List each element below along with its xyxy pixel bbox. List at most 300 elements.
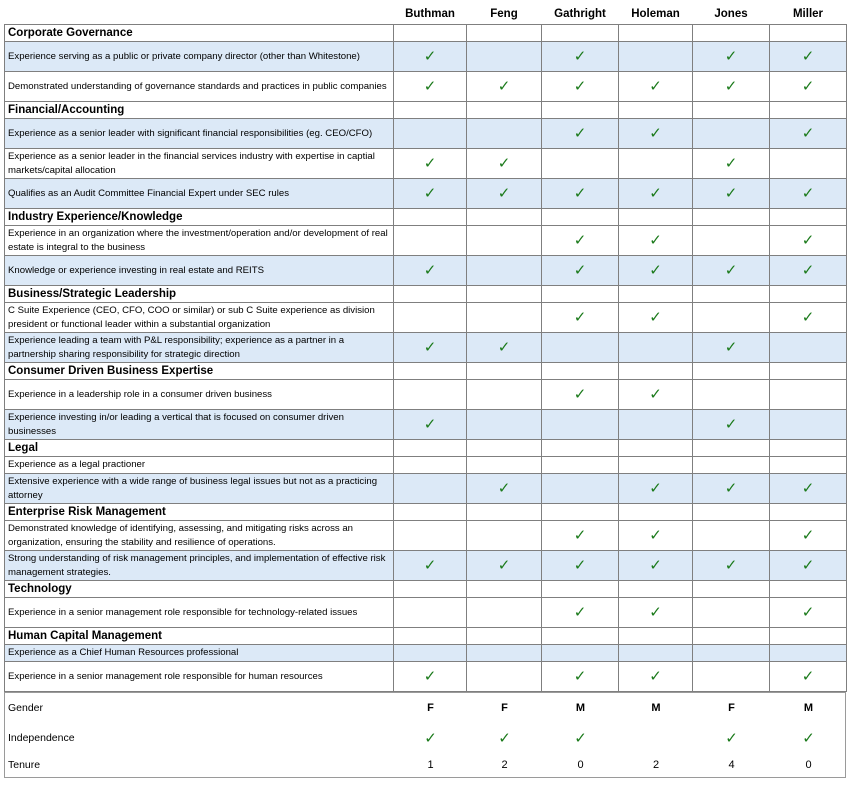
category-row (5, 25, 847, 42)
checkmark-icon: ✓ (573, 555, 587, 574)
skills-matrix-table (4, 4, 847, 692)
skill-cell (394, 474, 467, 504)
category-cell (770, 504, 847, 521)
checkmark-icon: ✓ (497, 76, 511, 95)
skill-cell (542, 662, 619, 692)
category-cell (394, 504, 467, 521)
skill-cell (770, 149, 847, 179)
checkmark-icon: ✓ (423, 76, 437, 95)
director-header: Feng (467, 4, 542, 25)
category-cell (467, 209, 542, 226)
checkmark-icon: ✓ (423, 183, 437, 202)
criterion-text: Qualifies as an Audit Committee Financial Expert under SEC rules (5, 179, 394, 209)
skill-cell (467, 179, 542, 209)
skill-cell (467, 333, 542, 363)
checkmark-icon: ✓ (801, 525, 815, 544)
skill-cell (394, 521, 467, 551)
criterion-text: Experience as a legal practioner (5, 457, 394, 474)
skill-cell (619, 333, 693, 363)
checkmark-icon: ✓ (497, 478, 511, 497)
skill-cell (693, 42, 770, 72)
skill-cell (770, 662, 847, 692)
category-cell (770, 363, 847, 380)
criterion-row (5, 410, 847, 440)
skill-cell (542, 551, 619, 581)
skill-cell (467, 410, 542, 440)
skill-cell (693, 303, 770, 333)
board-summary-table (5, 693, 847, 777)
checkmark-icon: ✓ (423, 555, 437, 574)
checkmark-icon: ✓ (423, 337, 437, 356)
checkmark-icon: ✓ (649, 478, 662, 497)
tenure-row (5, 753, 847, 777)
criterion-text: Demonstrated understanding of governance standards and practices in public companies (5, 72, 394, 102)
checkmark-icon: ✓ (801, 666, 815, 685)
skill-cell (394, 598, 467, 628)
director-header: Buthman (394, 4, 467, 25)
category-cell (467, 440, 542, 457)
criterion-text: C Suite Experience (CEO, CFO, COO or similar) or sub C Suite experience as division president or functional leader within a substantial organization (5, 303, 394, 333)
skill-cell (693, 256, 770, 286)
criterion-row (5, 521, 847, 551)
criterion-text: Experience as a Chief Human Resources professional (5, 645, 394, 662)
independence-cell (542, 723, 619, 753)
checkmark-icon: ✓ (424, 728, 437, 747)
criterion-text: Experience in a senior management role responsible for technology-related issues (5, 598, 394, 628)
skill-cell (394, 119, 467, 149)
category-cell (770, 581, 847, 598)
skill-cell (619, 42, 693, 72)
criterion-row (5, 474, 847, 504)
checkmark-icon: ✓ (724, 414, 738, 433)
checkmark-icon: ✓ (649, 76, 662, 95)
criterion-row (5, 149, 847, 179)
checkmark-icon: ✓ (724, 555, 738, 574)
skill-cell (467, 474, 542, 504)
criterion-row (5, 662, 847, 692)
criterion-row (5, 256, 847, 286)
skill-cell (467, 551, 542, 581)
category-cell (542, 286, 619, 303)
board-summary (4, 692, 846, 778)
skill-cell (770, 226, 847, 256)
skill-cell (619, 179, 693, 209)
checkmark-icon: ✓ (573, 46, 587, 65)
tenure-value: 1 (427, 759, 434, 771)
skill-cell (467, 457, 542, 474)
skill-cell (693, 662, 770, 692)
category-cell (693, 25, 770, 42)
skill-cell (619, 256, 693, 286)
skill-cell (619, 457, 693, 474)
checkmark-icon: ✓ (498, 728, 511, 747)
checkmark-icon: ✓ (423, 260, 437, 279)
skill-cell (770, 457, 847, 474)
skill-cell (693, 521, 770, 551)
criterion-row (5, 119, 847, 149)
category-cell (770, 628, 847, 645)
skill-cell (693, 380, 770, 410)
skill-cell (693, 149, 770, 179)
checkmark-icon: ✓ (724, 183, 738, 202)
category-cell (542, 504, 619, 521)
skill-cell (394, 256, 467, 286)
skill-cell (542, 226, 619, 256)
skill-cell (394, 72, 467, 102)
category-row (5, 628, 847, 645)
skill-cell (770, 380, 847, 410)
skill-cell (542, 457, 619, 474)
category-cell (542, 25, 619, 42)
checkmark-icon: ✓ (573, 525, 587, 544)
criterion-text: Experience in an organization where the investment/operation and/or development of real estate is integral to the business (5, 226, 394, 256)
checkmark-icon: ✓ (649, 525, 662, 544)
category-cell (467, 504, 542, 521)
skill-cell (394, 410, 467, 440)
director-header: Gathright (542, 4, 619, 25)
criterion-row (5, 551, 847, 581)
skill-cell (467, 226, 542, 256)
criterion-row (5, 333, 847, 363)
checkmark-icon: ✓ (574, 728, 587, 747)
checkmark-icon: ✓ (724, 260, 738, 279)
skill-cell (770, 119, 847, 149)
checkmark-icon: ✓ (801, 602, 815, 621)
checkmark-icon: ✓ (724, 337, 738, 356)
gender-value: F (501, 702, 508, 714)
category-cell (394, 363, 467, 380)
criterion-text: Experience in a senior management role responsible for human resources (5, 662, 394, 692)
skill-cell (467, 72, 542, 102)
skill-cell (542, 333, 619, 363)
category-label: Technology (5, 581, 394, 598)
category-cell (619, 504, 693, 521)
category-label: Financial/Accounting (5, 102, 394, 119)
category-cell (542, 440, 619, 457)
skill-cell (394, 551, 467, 581)
category-label: Consumer Driven Business Expertise (5, 363, 394, 380)
skill-cell (542, 474, 619, 504)
skill-cell (467, 380, 542, 410)
skill-cell (619, 380, 693, 410)
gender-value: M (803, 702, 814, 714)
skill-cell (619, 149, 693, 179)
criterion-text: Experience serving as a public or private company director (other than Whitestone) (5, 42, 394, 72)
category-cell (542, 102, 619, 119)
gender-value: M (575, 702, 586, 714)
category-cell (394, 628, 467, 645)
category-label: Business/Strategic Leadership (5, 286, 394, 303)
skill-cell (770, 72, 847, 102)
checkmark-icon: ✓ (802, 728, 815, 747)
skill-cell (619, 662, 693, 692)
skill-cell (770, 598, 847, 628)
checkmark-icon: ✓ (423, 414, 437, 433)
independence-cell (693, 723, 770, 753)
checkmark-icon: ✓ (573, 602, 587, 621)
category-row (5, 363, 847, 380)
category-cell (542, 581, 619, 598)
tenure-value: 2 (652, 759, 660, 771)
category-label: Human Capital Management (5, 628, 394, 645)
skill-cell (770, 551, 847, 581)
skill-cell (542, 256, 619, 286)
checkmark-icon: ✓ (801, 76, 815, 95)
skill-cell (467, 598, 542, 628)
tenure-value: 2 (501, 759, 508, 771)
skill-cell (467, 645, 542, 662)
category-cell (619, 581, 693, 598)
header-blank (5, 4, 394, 25)
skill-cell (542, 598, 619, 628)
skill-cell (693, 119, 770, 149)
category-row (5, 209, 847, 226)
gender-value: M (651, 702, 661, 714)
skill-cell (619, 474, 693, 504)
checkmark-icon: ✓ (497, 555, 511, 574)
category-cell (619, 25, 693, 42)
gender-label: Gender (8, 702, 44, 714)
skill-cell (619, 226, 693, 256)
checkmark-icon: ✓ (649, 123, 662, 142)
category-cell (394, 209, 467, 226)
skill-cell (619, 72, 693, 102)
skill-cell (542, 303, 619, 333)
criterion-text: Experience as a senior leader with significant financial responsibilities (eg. CEO/CFO) (5, 119, 394, 149)
category-cell (693, 209, 770, 226)
checkmark-icon: ✓ (649, 555, 662, 574)
checkmark-icon: ✓ (801, 555, 815, 574)
tenure-value: 0 (577, 759, 584, 771)
skill-cell (619, 551, 693, 581)
category-cell (394, 25, 467, 42)
skill-cell (394, 662, 467, 692)
checkmark-icon: ✓ (801, 260, 815, 279)
skill-cell (542, 410, 619, 440)
criterion-row (5, 457, 847, 474)
category-cell (770, 440, 847, 457)
category-cell (619, 440, 693, 457)
gender-value: F (427, 702, 434, 714)
skills-matrix (4, 4, 846, 692)
skill-cell (542, 521, 619, 551)
director-header: Miller (770, 4, 847, 25)
skill-cell (770, 42, 847, 72)
criterion-row (5, 42, 847, 72)
checkmark-icon: ✓ (497, 337, 511, 356)
category-cell (542, 363, 619, 380)
checkmark-icon: ✓ (649, 260, 662, 279)
skill-cell (693, 72, 770, 102)
independence-cell (394, 723, 467, 753)
independence-cell (619, 723, 693, 753)
category-cell (467, 581, 542, 598)
category-cell (394, 581, 467, 598)
skill-cell (770, 303, 847, 333)
gender-value: F (728, 702, 735, 714)
independence-cell (770, 723, 847, 753)
criterion-row (5, 645, 847, 662)
checkmark-icon: ✓ (724, 76, 738, 95)
category-label: Legal (5, 440, 394, 457)
skill-cell (619, 645, 693, 662)
director-header: Jones (693, 4, 770, 25)
category-cell (619, 628, 693, 645)
skill-cell (693, 226, 770, 256)
category-cell (394, 286, 467, 303)
skill-cell (394, 645, 467, 662)
category-cell (693, 440, 770, 457)
checkmark-icon: ✓ (649, 666, 662, 685)
criterion-row (5, 598, 847, 628)
category-cell (693, 286, 770, 303)
checkmark-icon: ✓ (724, 46, 738, 65)
checkmark-icon: ✓ (573, 384, 587, 403)
tenure-value: 4 (728, 759, 735, 771)
skill-cell (619, 119, 693, 149)
skill-cell (693, 179, 770, 209)
criterion-text: Demonstrated knowledge of identifying, assessing, and mitigating risks across an organization, ensuring the stability and resilience of operations. (5, 521, 394, 551)
skill-cell (770, 474, 847, 504)
skill-cell (693, 598, 770, 628)
checkmark-icon: ✓ (649, 230, 662, 249)
checkmark-icon: ✓ (573, 666, 587, 685)
skills-matrix-body (5, 25, 847, 692)
category-cell (619, 209, 693, 226)
skill-cell (467, 42, 542, 72)
criterion-text: Experience in a leadership role in a consumer driven business (5, 380, 394, 410)
checkmark-icon: ✓ (649, 307, 662, 326)
skill-cell (619, 598, 693, 628)
skill-cell (394, 179, 467, 209)
skill-cell (693, 457, 770, 474)
skill-cell (394, 303, 467, 333)
criterion-row (5, 226, 847, 256)
skill-cell (693, 551, 770, 581)
skill-cell (467, 256, 542, 286)
category-cell (467, 25, 542, 42)
checkmark-icon: ✓ (801, 478, 815, 497)
category-row (5, 504, 847, 521)
checkmark-icon: ✓ (573, 76, 587, 95)
category-label: Corporate Governance (5, 25, 394, 42)
checkmark-icon: ✓ (573, 260, 587, 279)
category-cell (542, 209, 619, 226)
skill-cell (394, 457, 467, 474)
skill-cell (542, 119, 619, 149)
skill-cell (619, 521, 693, 551)
director-header-row (5, 4, 847, 25)
category-row (5, 581, 847, 598)
criterion-text: Experience as a senior leader in the financial services industry with expertise in captial markets/capital allocation (5, 149, 394, 179)
category-cell (770, 209, 847, 226)
skill-cell (542, 645, 619, 662)
checkmark-icon: ✓ (725, 728, 738, 747)
checkmark-icon: ✓ (497, 183, 511, 202)
skill-cell (394, 333, 467, 363)
category-cell (770, 25, 847, 42)
checkmark-icon: ✓ (573, 123, 587, 142)
skill-cell (770, 645, 847, 662)
skill-cell (693, 645, 770, 662)
category-row (5, 102, 847, 119)
checkmark-icon: ✓ (801, 230, 815, 249)
checkmark-icon: ✓ (423, 666, 437, 685)
skill-cell (542, 380, 619, 410)
criterion-row (5, 179, 847, 209)
category-cell (619, 102, 693, 119)
category-cell (542, 628, 619, 645)
skill-cell (467, 521, 542, 551)
criterion-row (5, 72, 847, 102)
independence-row (5, 723, 847, 753)
criterion-text: Experience investing in/or leading a vertical that is focused on consumer driven businesses (5, 410, 394, 440)
category-cell (619, 286, 693, 303)
category-cell (693, 581, 770, 598)
checkmark-icon: ✓ (649, 183, 662, 202)
skill-cell (394, 226, 467, 256)
skill-cell (467, 119, 542, 149)
skill-cell (770, 521, 847, 551)
independence-cell (467, 723, 542, 753)
criterion-text: Knowledge or experience investing in real estate and REITS (5, 256, 394, 286)
checkmark-icon: ✓ (573, 307, 587, 326)
criterion-row (5, 380, 847, 410)
checkmark-icon: ✓ (423, 153, 437, 172)
tenure-label: Tenure (8, 759, 41, 771)
checkmark-icon: ✓ (573, 230, 587, 249)
category-cell (394, 102, 467, 119)
checkmark-icon: ✓ (724, 478, 738, 497)
category-cell (693, 363, 770, 380)
category-cell (693, 102, 770, 119)
skill-cell (394, 149, 467, 179)
criterion-row (5, 303, 847, 333)
skill-cell (542, 179, 619, 209)
category-cell (467, 628, 542, 645)
checkmark-icon: ✓ (801, 46, 815, 65)
criterion-text: Extensive experience with a wide range of business legal issues but not as a practicing attorney (5, 474, 394, 504)
skill-cell (542, 42, 619, 72)
category-cell (394, 440, 467, 457)
checkmark-icon: ✓ (801, 307, 815, 326)
category-cell (467, 363, 542, 380)
checkmark-icon: ✓ (724, 153, 738, 172)
checkmark-icon: ✓ (497, 153, 511, 172)
category-row (5, 286, 847, 303)
skill-cell (542, 72, 619, 102)
skill-cell (542, 149, 619, 179)
criterion-text: Strong understanding of risk management principles, and implementation of effective risk management strategies. (5, 551, 394, 581)
category-cell (467, 286, 542, 303)
skill-cell (693, 333, 770, 363)
director-header: Holeman (619, 4, 693, 25)
skill-cell (770, 179, 847, 209)
category-label: Enterprise Risk Management (5, 504, 394, 521)
skill-cell (467, 662, 542, 692)
gender-row (5, 693, 847, 723)
checkmark-icon: ✓ (801, 183, 815, 202)
category-cell (770, 286, 847, 303)
skill-cell (394, 380, 467, 410)
category-row (5, 440, 847, 457)
checkmark-icon: ✓ (423, 46, 437, 65)
skill-cell (467, 303, 542, 333)
category-cell (770, 102, 847, 119)
skill-cell (619, 303, 693, 333)
category-cell (467, 102, 542, 119)
checkmark-icon: ✓ (801, 123, 815, 142)
